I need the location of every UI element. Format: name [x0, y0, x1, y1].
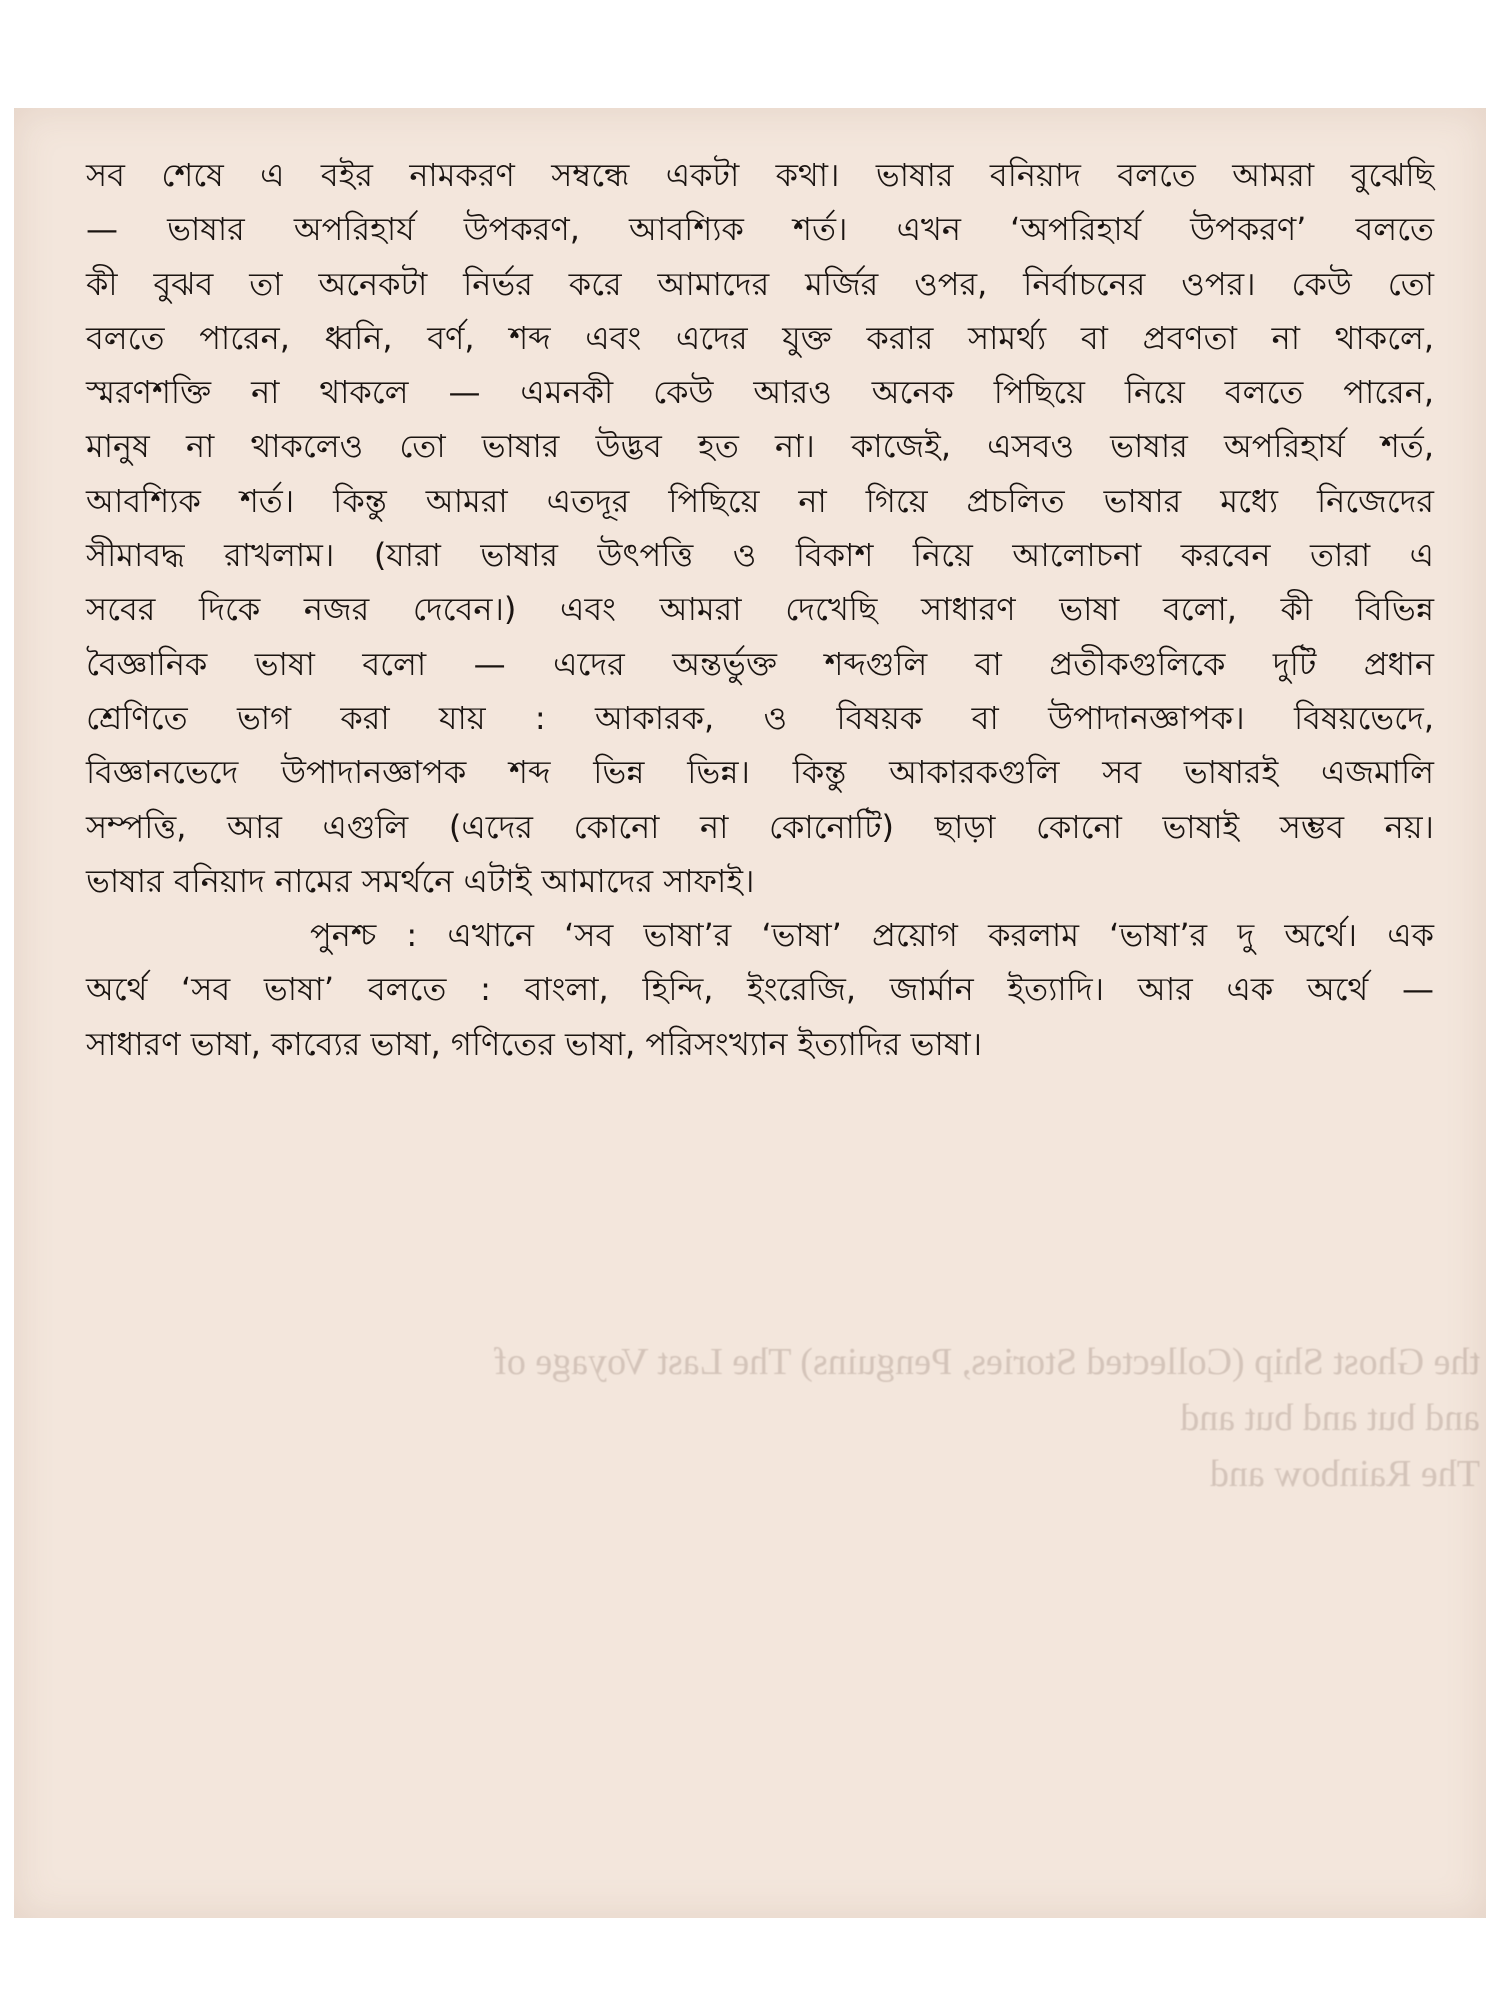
- text-line-13: সম্পত্তি, আর এগুলি (এদের কোনো না কোনোটি) ছাড়া কোনো ভাষাই সম্ভব নয়।: [86, 807, 1434, 846]
- text-line-14: ভাষার বনিয়াদ নামের সমর্থনে এটাই আমাদের সাফাই।: [86, 861, 755, 900]
- bleed-through-line: and but and but and: [1180, 1397, 1480, 1439]
- bleed-through-line: the Ghost Ship (Collected Stories, Penguins) The Last Voyage of: [494, 1341, 1480, 1383]
- text-line-11: শ্রেণিতে ভাগ করা যায় : আকারক, ও বিষয়ক বা উপাদানজ্ঞাপক। বিষয়ভেদে,: [86, 698, 1434, 737]
- text-line-8: সীমাবদ্ধ রাখলাম। (যারা ভাষার উৎপত্তি ও বিকাশ নিয়ে আলোচনা করবেন তারা এ: [86, 536, 1434, 575]
- body-text: [86, 148, 1434, 1071]
- text-line-10: বৈজ্ঞানিক ভাষা বলো — এদের অন্তর্ভুক্ত শব্দগুলি বা প্রতীকগুলিকে দুটি প্রধান: [86, 644, 1434, 683]
- scanned-page: [14, 108, 1486, 1918]
- bleed-through-line: The Rainbow and: [1209, 1453, 1480, 1495]
- text-line-17: সাধারণ ভাষা, কাব্যের ভাষা, গণিতের ভাষা, পরিসংখ্যান ইত্যাদির ভাষা।: [86, 1024, 983, 1063]
- text-line-1: সব শেষে এ বইর নামকরণ সম্বন্ধে একটা কথা। ভাষার বনিয়াদ বলতে আমরা বুঝেছি: [86, 156, 1434, 194]
- text-line-4: বলতে পারেন, ধ্বনি, বর্ণ, শব্দ এবং এদের যুক্ত করার সামর্থ্য বা প্রবণতা না থাকলে,: [86, 318, 1434, 357]
- text-line-2: — ভাষার অপরিহার্য উপকরণ, আবশ্যিক শর্ত। এখন ‘অপরিহার্য উপকরণ’ বলতে: [86, 210, 1434, 249]
- text-line-3: কী বুঝব তা অনেকটা নির্ভর করে আমাদের মর্জির ওপর, নির্বাচনের ওপর। কেউ তো: [86, 264, 1434, 303]
- text-line-15: পুনশ্চ : এখানে ‘সব ভাষা’র ‘ভাষা’ প্রয়োগ করলাম ‘ভাষা’র দু অর্থে। এক: [310, 916, 1434, 955]
- text-line-7: আবশ্যিক শর্ত। কিন্তু আমরা এতদূর পিছিয়ে না গিয়ে প্রচলিত ভাষার মধ্যে নিজেদের: [86, 481, 1434, 520]
- text-line-9: সবের দিকে নজর দেবেন।) এবং আমরা দেখেছি সাধারণ ভাষা বলো, কী বিভিন্ন: [86, 590, 1434, 629]
- text-line-6: মানুষ না থাকলেও তো ভাষার উদ্ভব হত না। কাজেই, এসবও ভাষার অপরিহার্য শর্ত,: [86, 427, 1434, 466]
- text-line-5: স্মরণশক্তি না থাকলে — এমনকী কেউ আরও অনেক পিছিয়ে নিয়ে বলতে পারেন,: [86, 373, 1434, 412]
- text-line-16: অর্থে ‘সব ভাষা’ বলতে : বাংলা, হিন্দি, ইংরেজি, জার্মান ইত্যাদি। আর এক অর্থে —: [86, 970, 1434, 1009]
- text-line-12: বিজ্ঞানভেদে উপাদানজ্ঞাপক শব্দ ভিন্ন ভিন্ন। কিন্তু আকারকগুলি সব ভাষারই এজমালি: [86, 753, 1434, 792]
- bleed-through-text: [20, 1334, 1480, 1502]
